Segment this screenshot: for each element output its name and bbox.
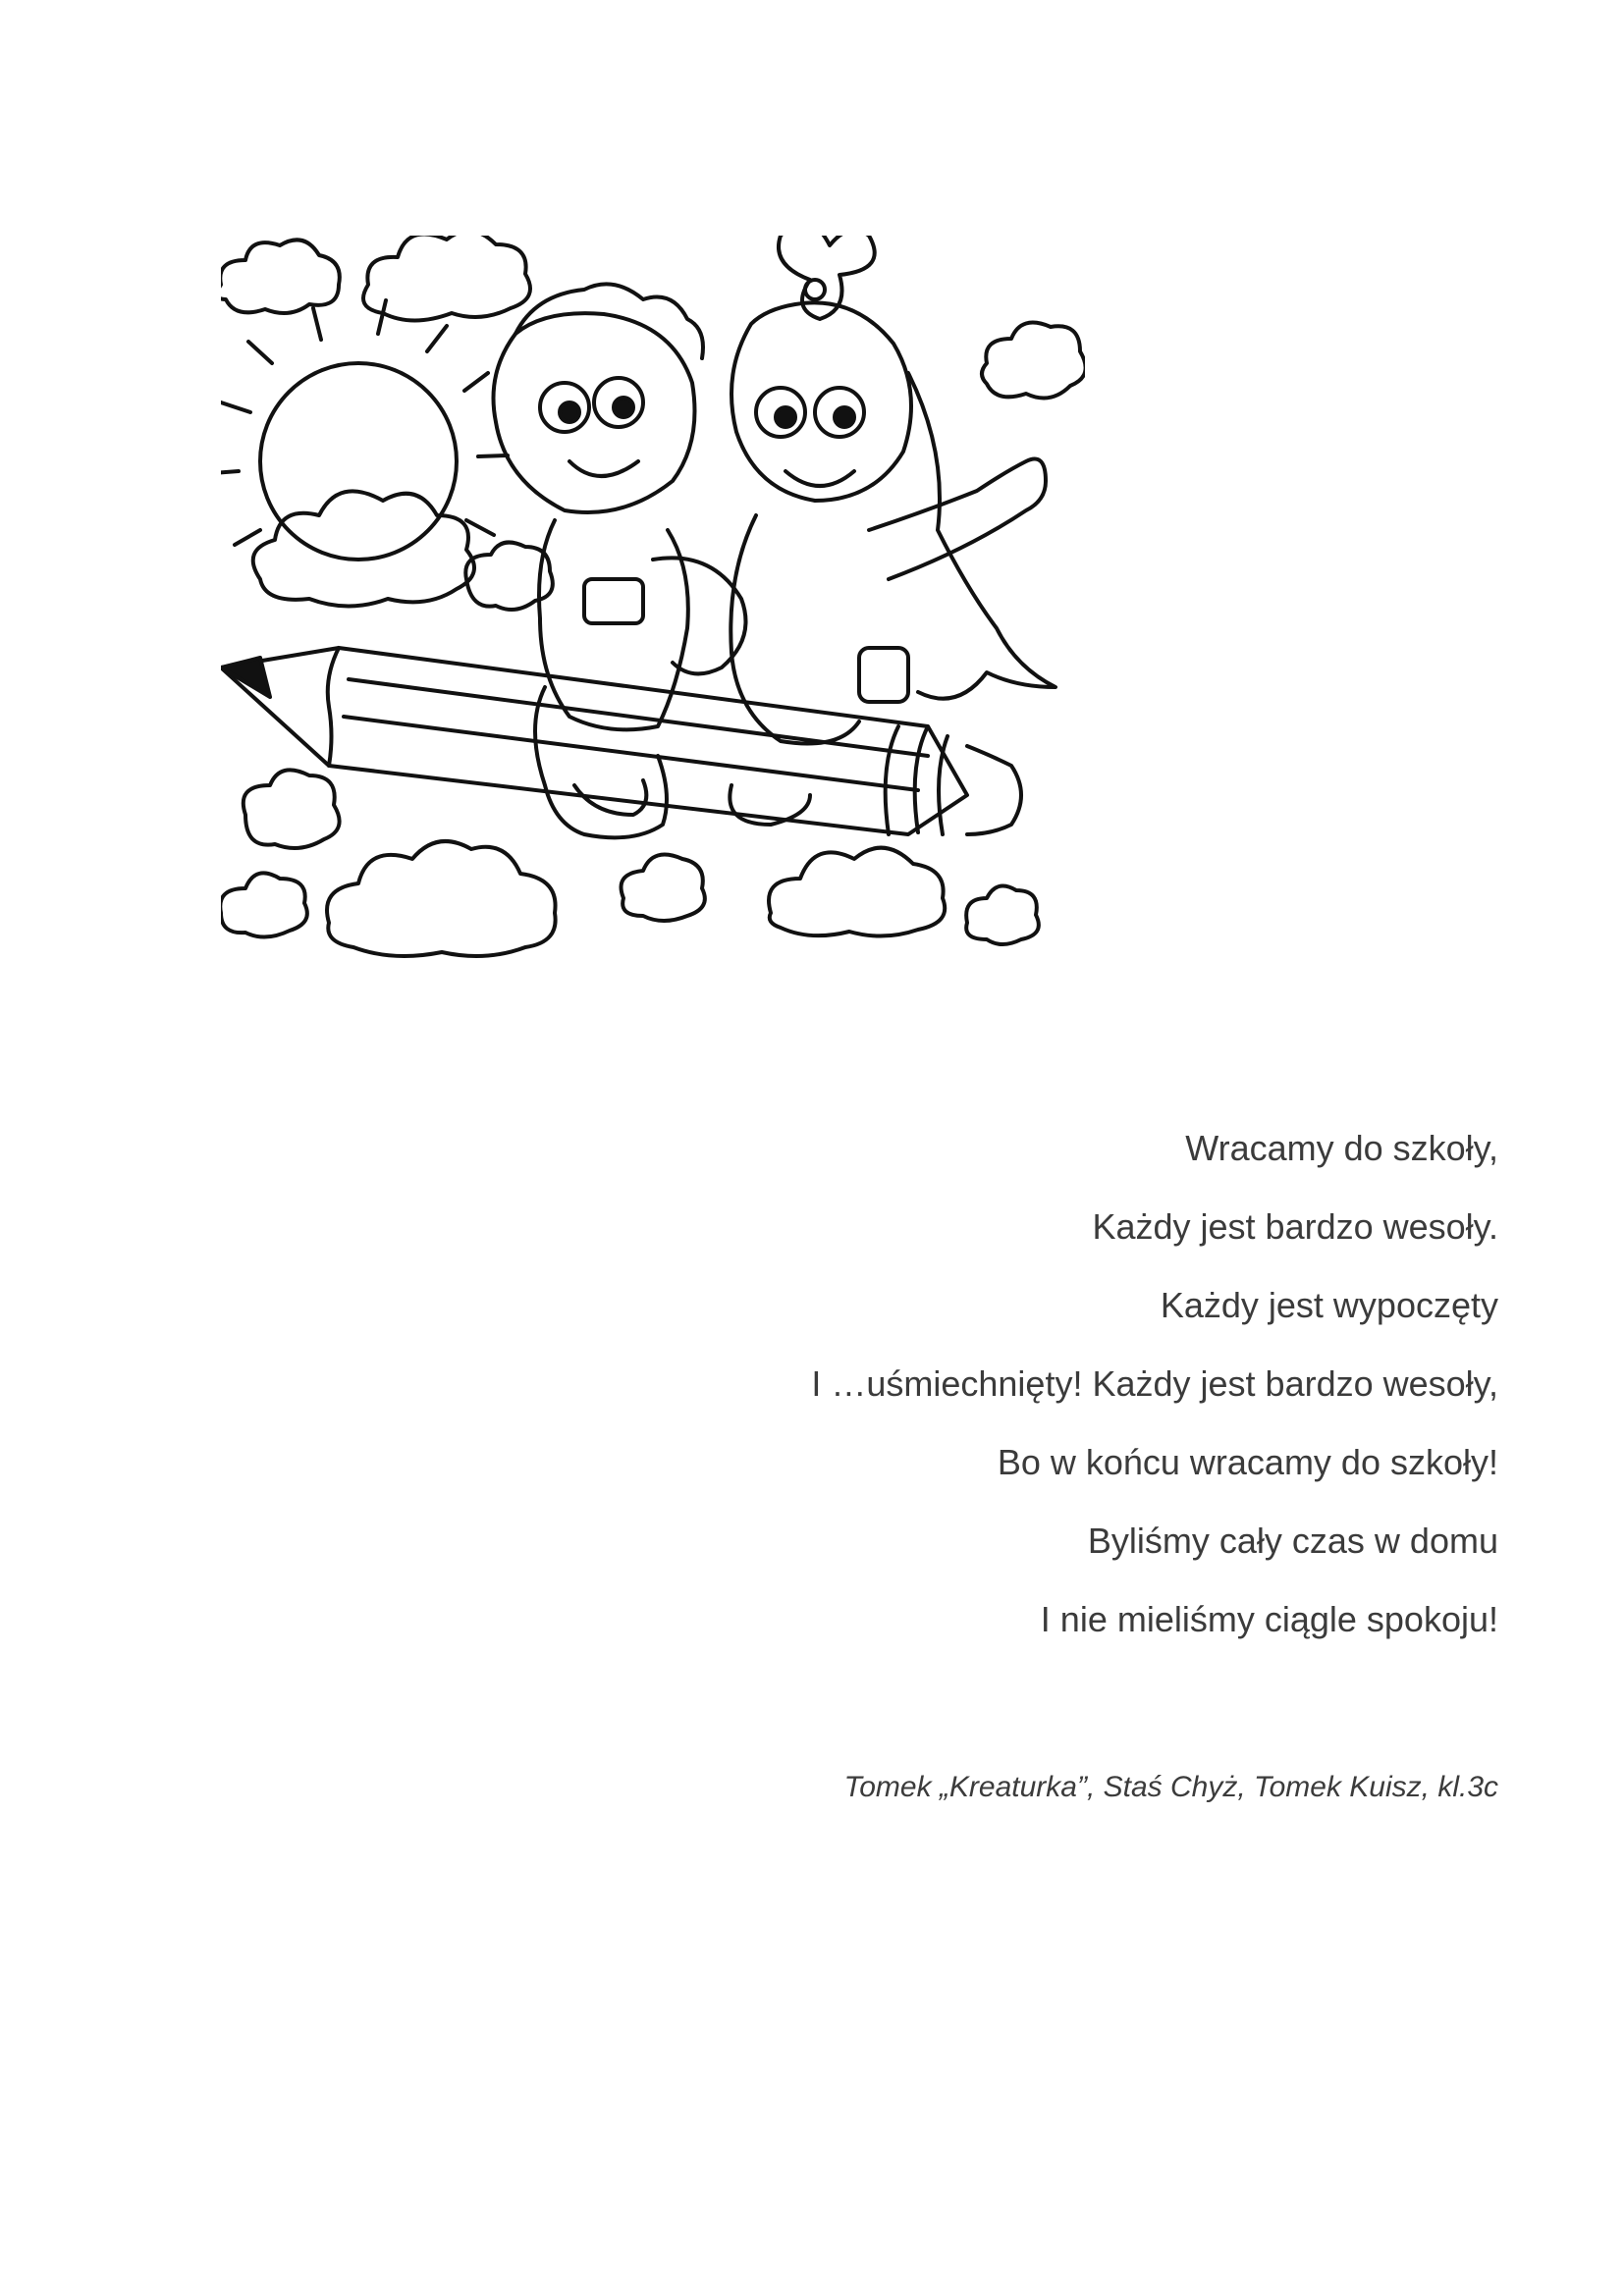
poem-line: I …uśmiechnięty! Każdy jest bardzo wesoły, [811, 1363, 1498, 1404]
cloud-icon [327, 841, 556, 956]
author-credit: Tomek „Kreaturka”, Staś Chyż, Tomek Kuisz, kl.3c [843, 1771, 1498, 1803]
cloud-icon [363, 236, 530, 321]
cloud-icon [622, 855, 705, 921]
cloud-icon [982, 323, 1085, 399]
cloud-icon [221, 873, 307, 936]
poem-line: Wracamy do szkoły, [1185, 1128, 1498, 1168]
poem-line: Każdy jest wypoczęty [1160, 1285, 1498, 1325]
cloud-icon [253, 491, 474, 606]
cloud-icon [769, 848, 945, 936]
coloring-illustration [221, 236, 1085, 982]
pencil-icon [221, 648, 1021, 834]
cloud-icon [966, 886, 1039, 945]
poem-line: Bo w końcu wracamy do szkoły! [997, 1442, 1498, 1482]
poem [615, 1129, 1498, 1679]
sun-icon [221, 300, 508, 560]
poem-line: Każdy jest bardzo wesoły. [1092, 1206, 1498, 1247]
cloud-icon [221, 240, 340, 313]
poem-line: Byliśmy cały czas w domu [1087, 1521, 1498, 1561]
poem-line: I nie mieliśmy ciągle spokoju! [1040, 1599, 1498, 1639]
boy-figure [494, 284, 746, 837]
cloud-icon [244, 770, 340, 848]
